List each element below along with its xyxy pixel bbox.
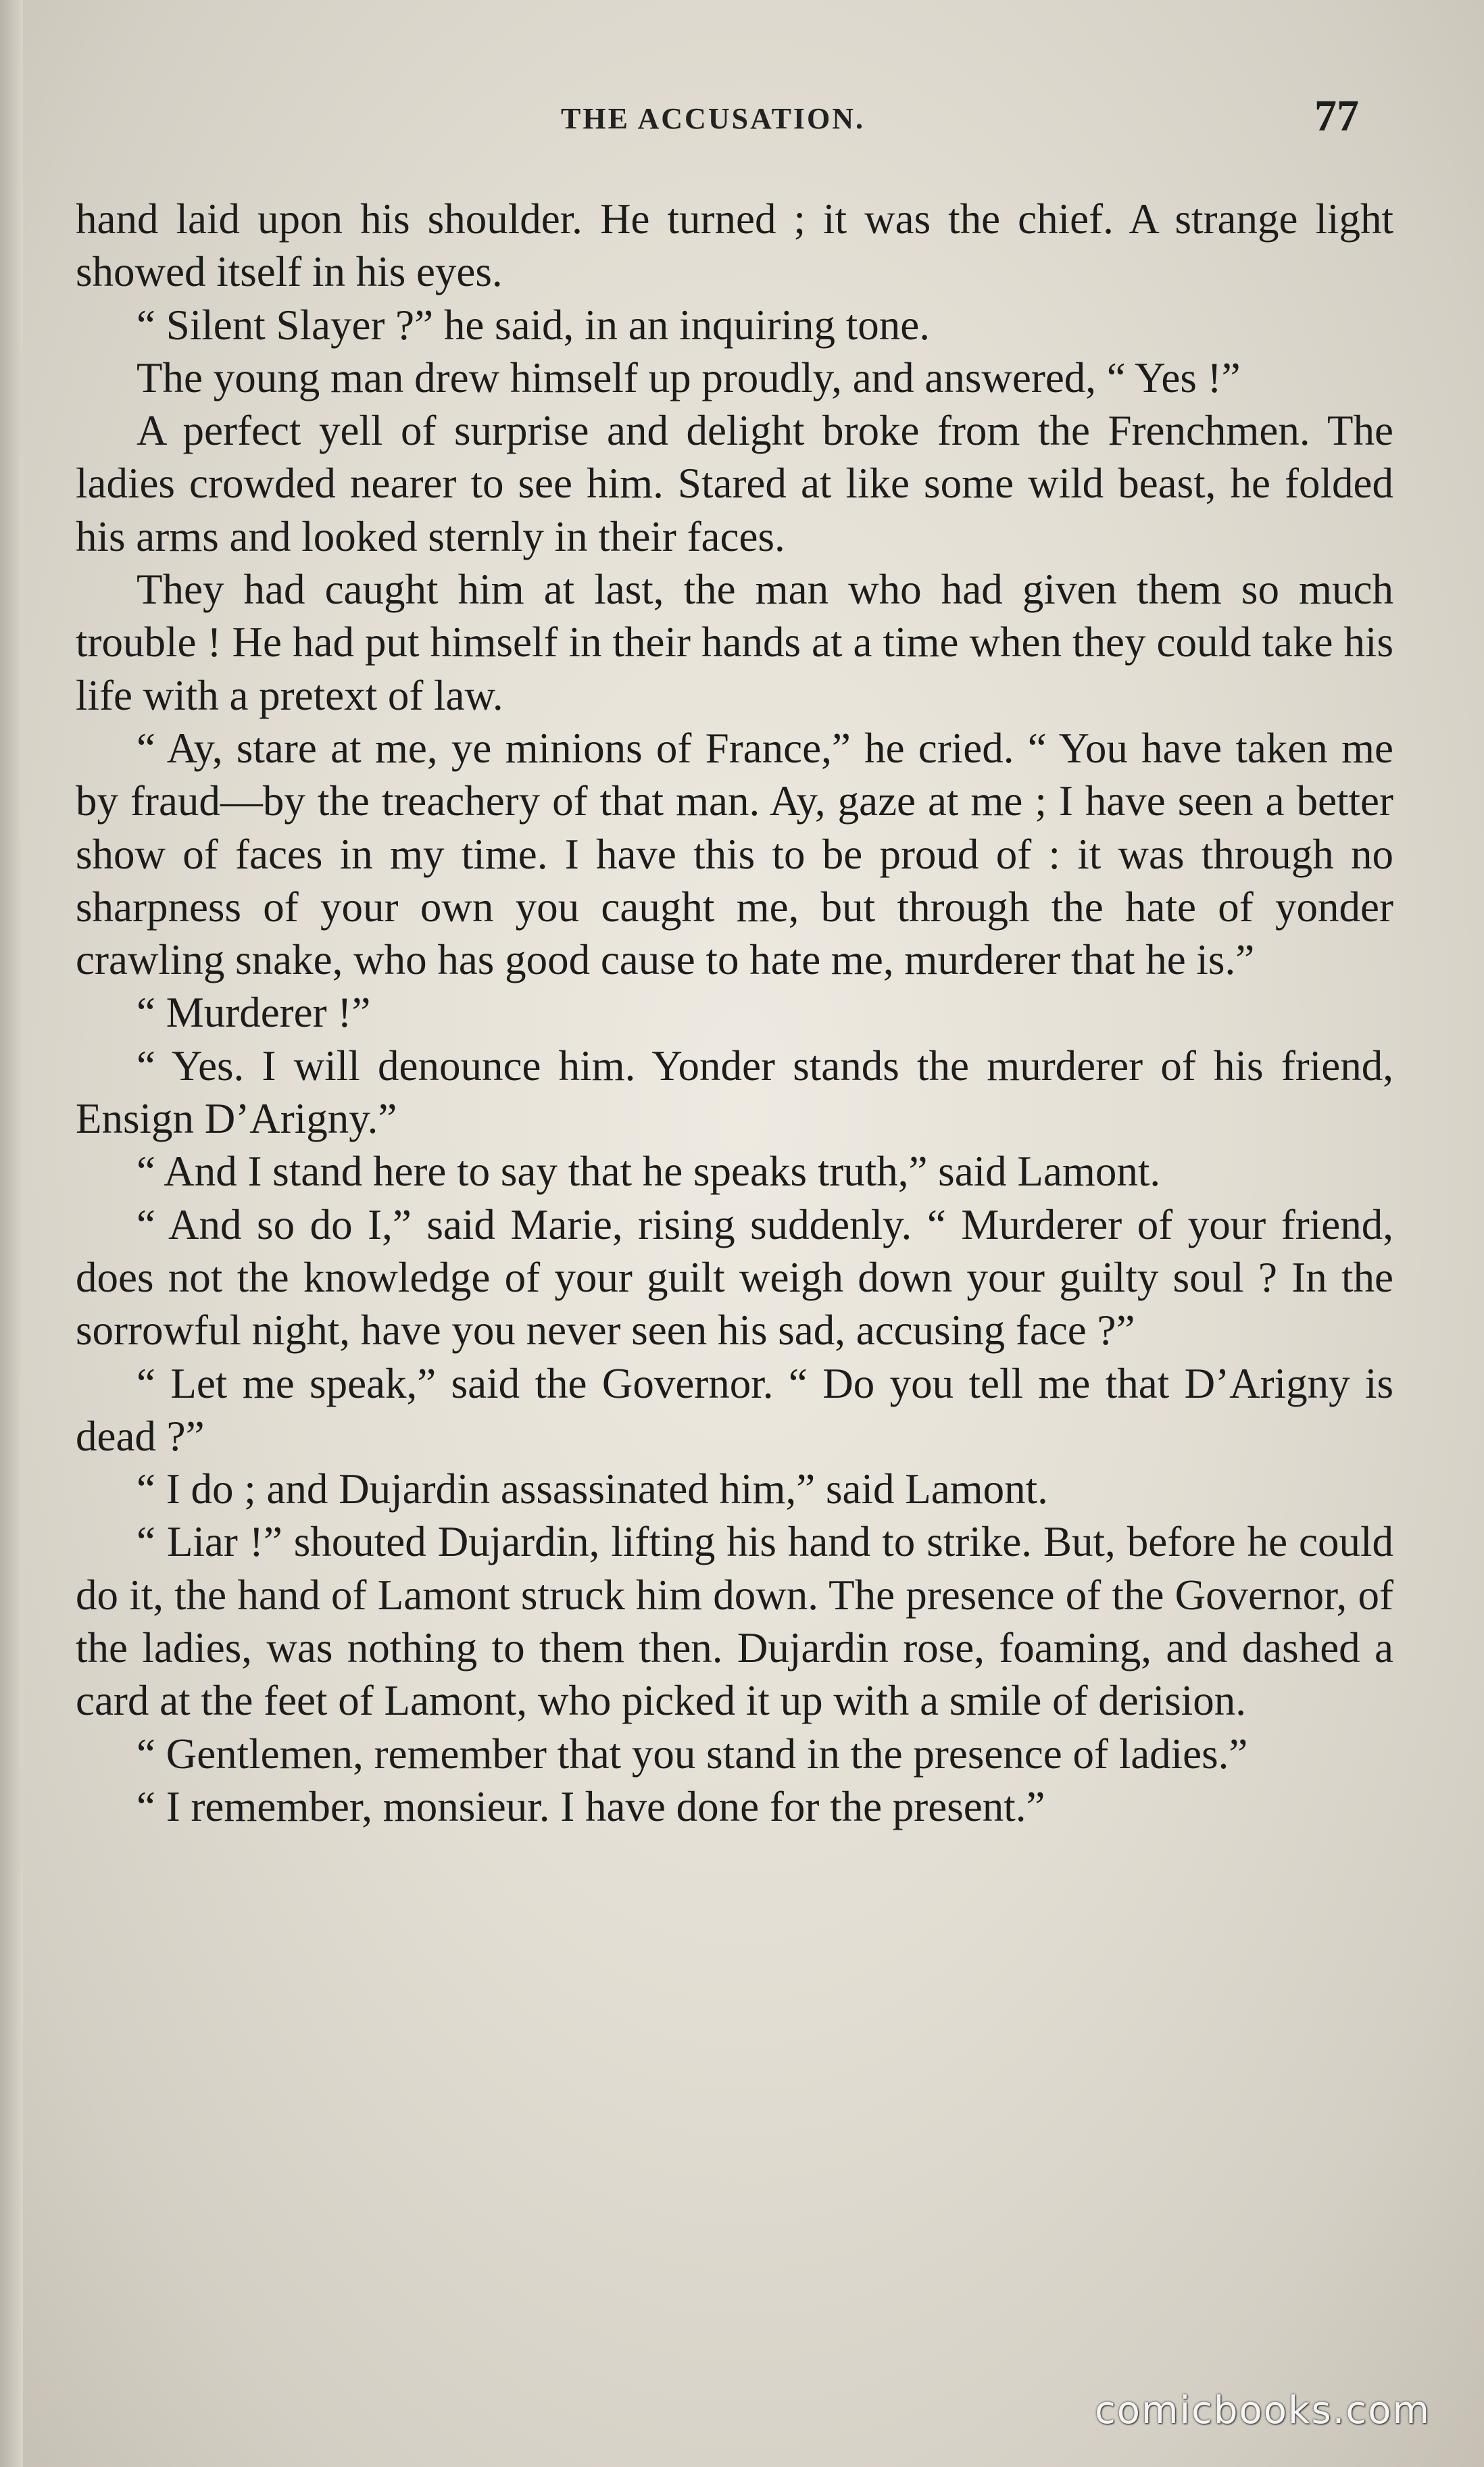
paragraph: “ Yes. I will denounce him. Yonder stands the murderer of his friend, Ensign D’Arigny.”	[76, 1042, 1393, 1143]
watermark: comicbooks.com	[1095, 2389, 1431, 2433]
paragraph: “ And I stand here to say that he speaks truth,” said Lamont.	[137, 1148, 1161, 1196]
paragraph: “ And so do I,” said Marie, rising suddenly. “ Murderer of your friend, does not the knowledge of your guilt weigh down your guilty soul ? In the sorrowful night, have you never seen his sad, accusing face ?”	[76, 1200, 1393, 1354]
paragraph: “ Liar !” shouted Dujardin, lifting his hand to strike. But, before he could do it, the hand of Lamont struck him down. The presence of the Governor, of the ladies, was nothing to them then. Dujardin rose, foaming, and dashed a card at the feet of Lamont, who picked it up with a smile of derision.	[76, 1518, 1393, 1725]
paragraph: The young man drew himself up proudly, and answered, “ Yes !”	[137, 353, 1241, 401]
paragraph: “ Ay, stare at me, ye minions of France,” he cried. “ You have taken me by fraud—by the treachery of that man. Ay, gaze at me ; I have seen a better show of faces in my time. I have this to be proud of : it was through no sharpness of your own you caught me, but through the hate of yonder crawling snake, who has good cause to hate me, murderer that he is.”	[76, 724, 1393, 984]
body-text	[76, 193, 1393, 1833]
paragraph: “ I remember, monsieur. I have done for the present.”	[137, 1782, 1045, 1830]
paragraph: “ Gentlemen, remember that you stand in the presence of ladies.”	[137, 1730, 1248, 1778]
paragraph: “ Silent Slayer ?” he said, in an inquiring tone.	[137, 301, 930, 349]
paragraph: They had caught him at last, the man who had given them so much trouble ! He had put himself in their hands at a time when they could take his life with a pretext of law.	[76, 566, 1393, 719]
paragraph: “ Let me speak,” said the Governor. “ Do you tell me that D’Arigny is dead ?”	[76, 1359, 1393, 1460]
paragraph: A perfect yell of surprise and delight broke from the Frenchmen. The ladies crowded nearer to see him. Stared at like some wild beast, he folded his arms and looked sternly in their faces.	[76, 407, 1393, 560]
page-number: 77	[1314, 91, 1359, 141]
paragraph: “ Murderer !”	[137, 989, 371, 1037]
paragraph: “ I do ; and Dujardin assassinated him,” said Lamont.	[137, 1465, 1048, 1513]
running-head-title: THE ACCUSATION.	[561, 102, 866, 135]
paragraph: hand laid upon his shoulder. He turned ; it was the chief. A strange light showed itself in his eyes.	[76, 195, 1393, 296]
page-edge-shadow	[0, 0, 23, 2467]
